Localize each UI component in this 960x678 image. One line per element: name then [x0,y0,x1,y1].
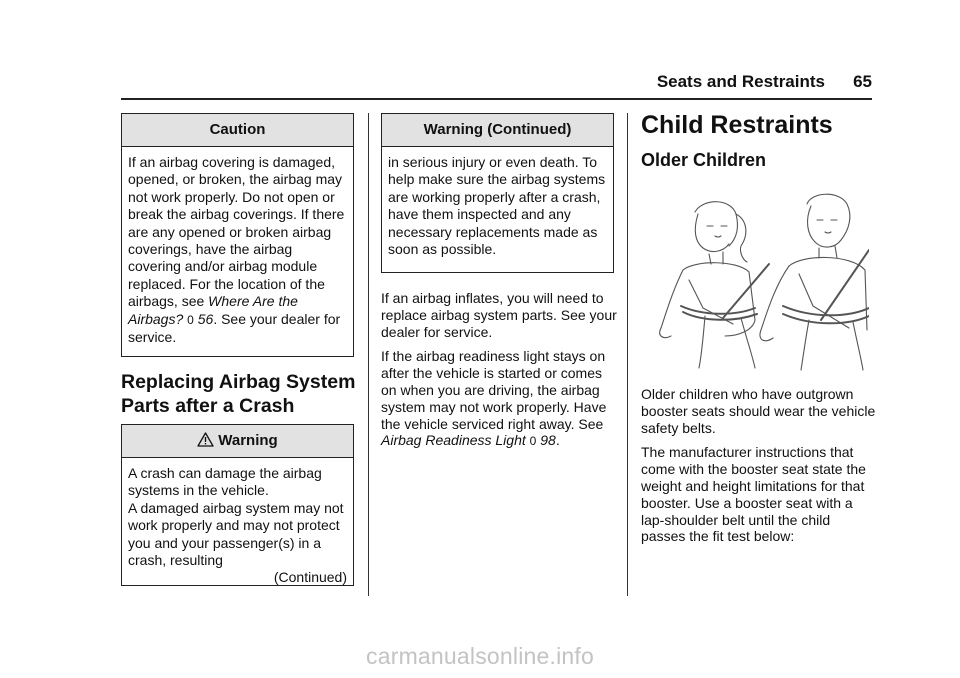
inflation-paragraph: If an airbag inflates, you will need to replace airbag system parts. See your dealer for service. [381,290,617,340]
caution-body [122,147,353,352]
middle-paragraphs [381,290,617,458]
caution-text: If an airbag covering is damaged, opened, or broken, the airbag may not work properly. Do not open or break the airbag coverings. If there are any opened or broken airbag coverings, have the airbag covering and/or airbag module replaced. For the location of the airbags, see [128,154,345,310]
warning-continued-box [381,113,614,273]
readiness-text: If the airbag readiness light stays on after the vehicle is started or comes on when you are driving, the airbag system may not work properly. Have the vehicle serviced right away. See [381,348,607,432]
warning-continued-body: in serious injury or even death. To help make sure the airbag systems are working properly after a crash, have them inspected and any necessary replacements made as soon as possible. [388,154,606,258]
warning-continued-title: Warning (Continued) [382,114,613,147]
page-number: 65 [853,72,872,91]
warning-header [122,425,353,458]
replacing-heading-line1: Replacing Airbag System [121,371,356,393]
caution-box [121,113,354,357]
warning-line-1: A crash can damage the airbag systems in the vehicle. [128,465,322,499]
caution-ref-page[interactable]: 56 [197,310,214,327]
replacing-heading [121,370,366,418]
readiness-text-end: . [555,432,560,449]
warning-body [122,458,353,593]
watermark-text: carmanualsonline.info [366,643,594,669]
booster-paragraph: The manufacturer instructions that come with the booster seat state the weight and height limitations for that booster. Use a booster seat with a lap-shoulder belt until the child passes the fit test below: [641,444,866,545]
readiness-ref-page[interactable]: 98 [540,432,556,449]
right-paragraphs [641,386,877,553]
seated-children-illustration [643,190,869,372]
warning-title: Warning [218,432,278,449]
older-children-paragraph: Older children who have outgrown booster seats should wear the vehicle safety belts. [641,386,876,436]
older-children-subtitle: Older Children [641,150,767,170]
header-rule [121,98,872,100]
column-divider-right [627,113,628,596]
warning-continued-label: (Continued) [273,569,347,586]
warning-box [121,424,354,586]
child-restraints-title: Child Restraints [641,111,833,139]
page-ref-arrow-icon: 0 [187,312,194,327]
column-divider-left [368,113,369,596]
warning-line-2: A damaged airbag system may not work properly and may not protect you and your passenger(s) in a crash, resulting [128,499,344,569]
section-title: Seats and Restraints [656,72,825,91]
page-ref-arrow-icon: 0 [529,434,537,449]
replacing-heading-line2: Parts after a Crash [121,395,295,417]
readiness-ref-link[interactable]: Airbag Readiness Light [381,432,526,449]
caution-title: Caution [122,114,353,147]
caution-ref-link[interactable]: Where Are the Airbags? [128,293,298,327]
caution-text-end: . See your dealer for service. [128,310,341,346]
warning-triangle-icon [197,432,214,447]
readiness-light-paragraph [381,348,617,450]
